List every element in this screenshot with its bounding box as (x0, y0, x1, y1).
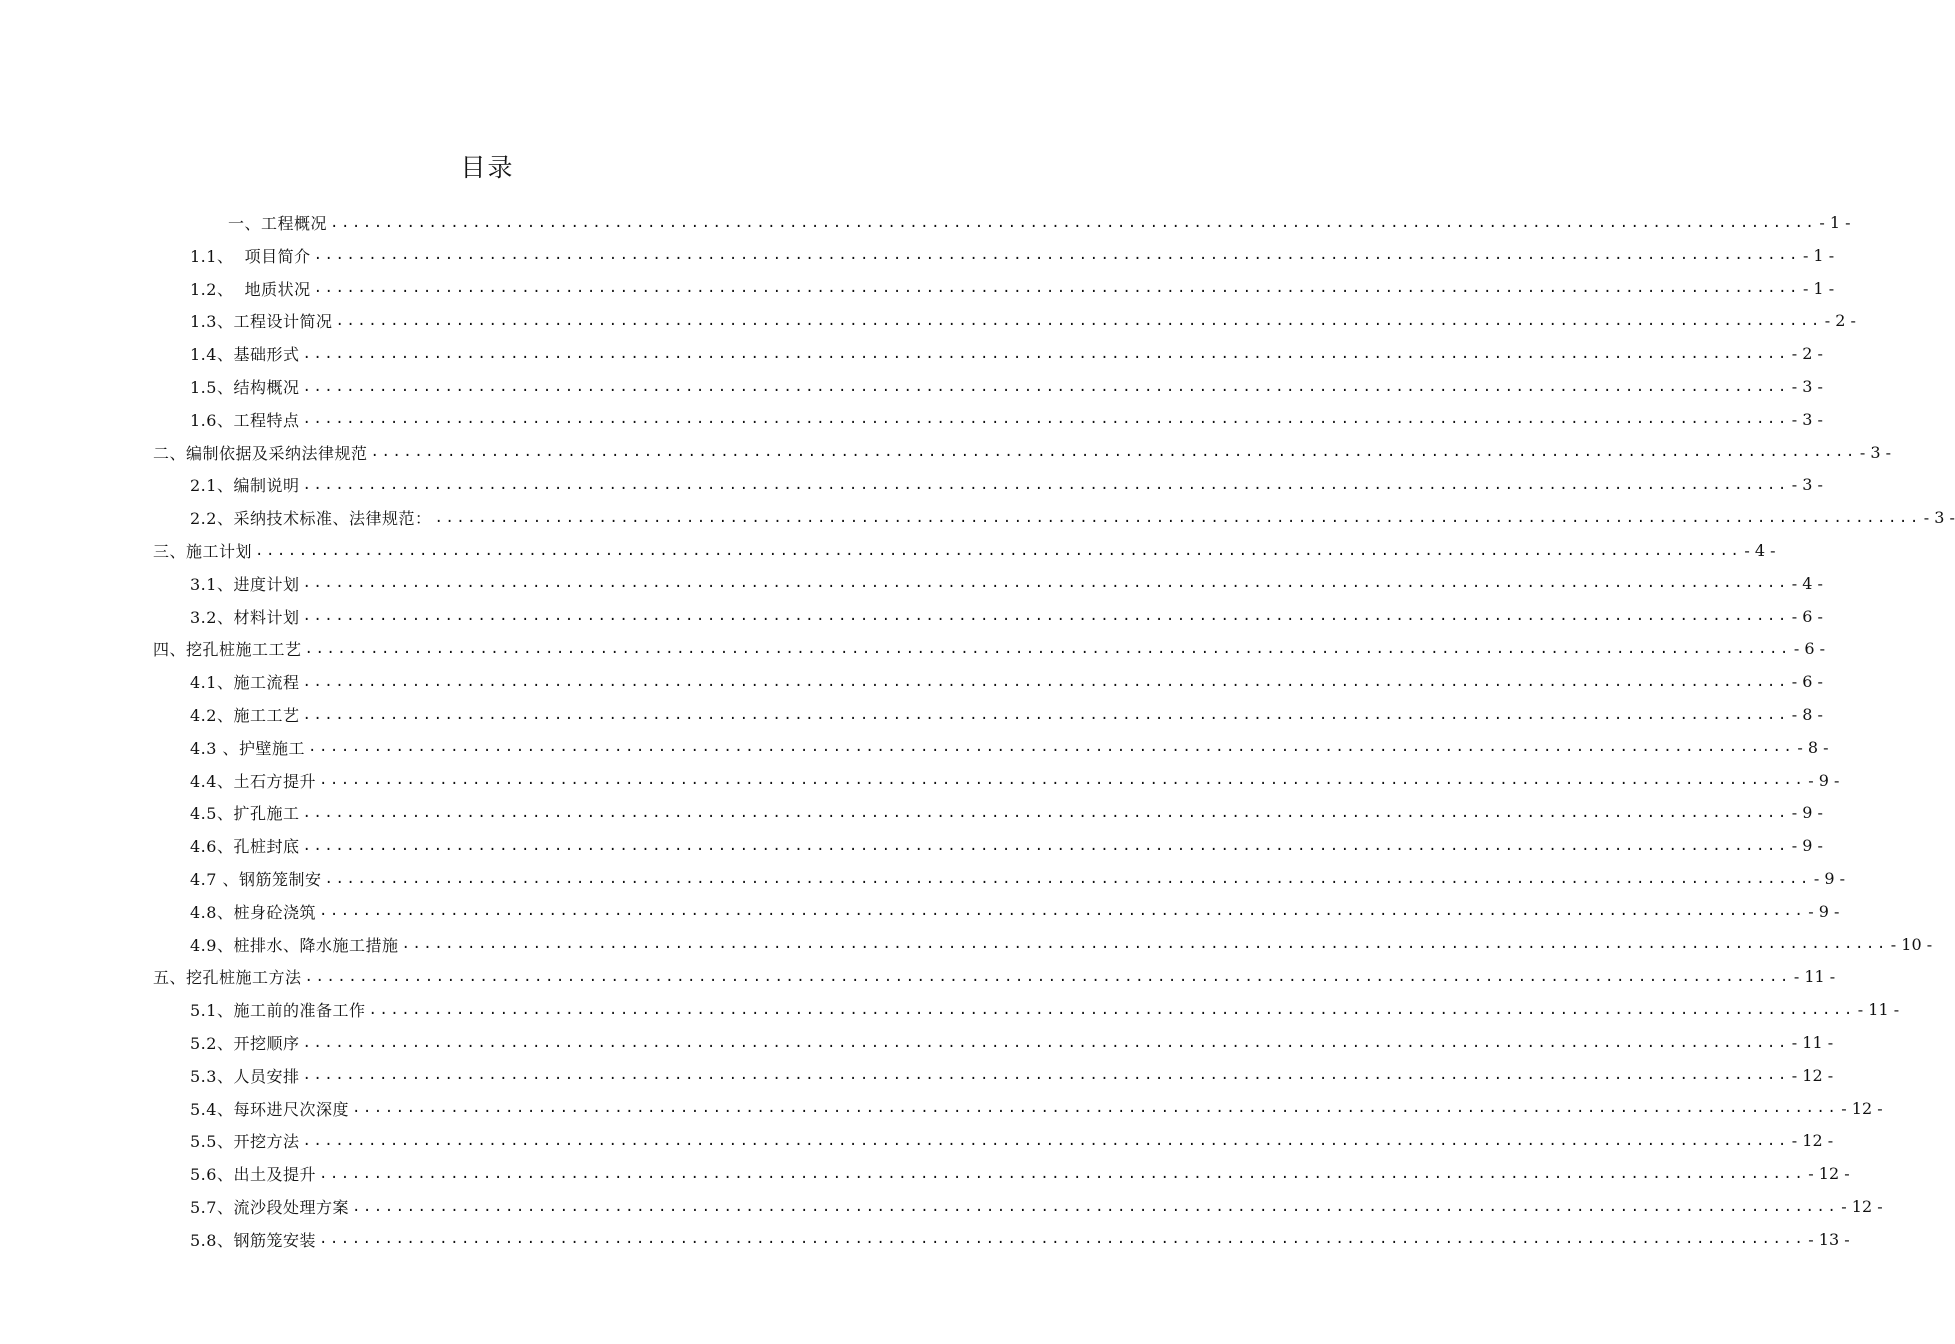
toc-dot-leader: ........................................................................................................................................ (318, 1231, 1806, 1248)
toc-dot-leader: ........................................................................................................................................ (302, 608, 1789, 625)
toc-entry-label: 4.8、桩身砼浇筑 (190, 902, 316, 922)
toc-entry[interactable] (190, 370, 1823, 403)
toc-entry-label: 五、挖孔桩施工方法 (153, 968, 302, 988)
toc-entry[interactable] (190, 862, 1846, 895)
toc-entry-label: 5.4、每环进尺次深度 (190, 1099, 349, 1119)
toc-dot-leader: ........................................................................................................................................ (302, 575, 1789, 592)
toc-entry-page-number: - 2 - (1824, 311, 1856, 331)
toc-entry-page-number: - 6 - (1791, 672, 1823, 692)
toc-entry-page-number: - 12 - (1791, 1131, 1834, 1151)
toc-dot-leader: ........................................................................................................................................ (313, 247, 1800, 264)
toc-entry[interactable] (190, 1190, 1883, 1223)
toc-entry-page-number: - 1 - (1802, 278, 1835, 298)
toc-entry[interactable] (190, 304, 1856, 337)
toc-dot-leader: ........................................................................................................................................ (302, 411, 1789, 428)
toc-dot-leader: ........................................................................................................................................ (302, 1034, 1789, 1051)
toc-entry-page-number: - 12 - (1841, 1197, 1883, 1216)
toc-dot-leader: ........................................................................................................................................ (302, 1132, 1789, 1149)
toc-dot-leader: ........................................................................................................................................ (324, 870, 1811, 887)
toc-entry[interactable] (190, 796, 1823, 829)
toc-dot-leader: ........................................................................................................................................ (330, 214, 1817, 231)
toc-dot-leader: ........................................................................................................................................ (313, 280, 1800, 297)
toc-entry-page-number: - 8 - (1797, 737, 1829, 757)
toc-entry-page-number: - 9 - (1813, 869, 1846, 888)
toc-entry-label: 1.1、 项目简介 (190, 246, 311, 266)
toc-entry-page-number: - 3 - (1791, 409, 1823, 429)
toc-entry[interactable] (228, 206, 1851, 239)
toc-dot-leader: ........................................................................................................................................ (308, 739, 1795, 756)
toc-dot-leader: ........................................................................................................................................ (351, 1198, 1839, 1215)
toc-dot-leader: ........................................................................................................................................ (255, 542, 1742, 559)
toc-dot-leader: ........................................................................................................................................ (335, 312, 1822, 329)
toc-entry-label: 4.5、扩孔施工 (190, 804, 300, 824)
toc-dot-leader: ........................................................................................................................................ (370, 444, 1857, 461)
toc-entry[interactable] (153, 534, 1776, 567)
toc-entry-page-number: - 3 - (1791, 475, 1823, 495)
toc-dot-leader: ........................................................................................................................................ (302, 673, 1789, 690)
toc-dot-leader: ........................................................................................................................................ (318, 772, 1806, 789)
toc-entry[interactable] (153, 436, 1891, 469)
toc-entry-label: 1.3、工程设计简况 (190, 312, 333, 332)
toc-entry-label: 5.5、开挖方法 (190, 1132, 300, 1152)
toc-entry-page-number: - 12 - (1791, 1065, 1834, 1085)
toc-entry-label: 2.1、编制说明 (190, 476, 300, 496)
toc-entry[interactable] (190, 895, 1840, 928)
toc-entry-page-number: - 13 - (1808, 1229, 1850, 1249)
toc-entry[interactable] (153, 632, 1825, 665)
toc-entry[interactable] (190, 829, 1823, 862)
toc-entry-page-number: - 2 - (1791, 344, 1823, 364)
toc-dot-leader: ........................................................................................................................................ (304, 640, 1791, 657)
toc-entry[interactable] (190, 1026, 1834, 1059)
toc-entry-label: 4.3 、护壁施工 (190, 738, 306, 758)
toc-entry-page-number: - 6 - (1793, 639, 1825, 659)
toc-entry-label: 5.3、人员安排 (190, 1066, 300, 1086)
toc-entry[interactable] (190, 1223, 1850, 1256)
toc-entry-label: 4.2、施工工艺 (190, 706, 300, 725)
toc-dot-leader: ........................................................................................................................................ (318, 1165, 1806, 1182)
toc-entry-label: 4.6、孔桩封底 (190, 837, 300, 857)
toc-dot-leader: ........................................................................................................................................ (304, 968, 1791, 985)
toc-entry-label: 4.9、桩排水、降水施工措施 (190, 935, 399, 955)
toc-entry-page-number: - 11 - (1791, 1033, 1834, 1052)
toc-entry-page-number: - 9 - (1791, 803, 1823, 823)
toc-entry[interactable] (190, 403, 1823, 436)
toc-entry-page-number: - 10 - (1890, 934, 1933, 954)
toc-entry[interactable] (190, 993, 1900, 1026)
toc-entry-label: 四、挖孔桩施工工艺 (153, 640, 302, 660)
toc-entry[interactable] (190, 239, 1835, 272)
toc-entry[interactable] (190, 731, 1829, 764)
toc-entry-label: 1.2、 地质状况 (190, 279, 311, 299)
toc-dot-leader: ........................................................................................................................................ (302, 837, 1789, 854)
toc-entry-label: 二、编制依据及采纳法律规范 (153, 443, 368, 463)
toc-entry[interactable] (153, 960, 1836, 993)
page-title: 目录 (460, 153, 515, 182)
toc-entry-page-number: - 11 - (1793, 967, 1836, 987)
toc-entry[interactable] (190, 764, 1840, 797)
toc-entry[interactable] (190, 468, 1823, 501)
toc-entry-page-number: - 4 - (1744, 541, 1776, 560)
toc-entry-page-number: - 6 - (1791, 606, 1823, 626)
toc-entry[interactable] (190, 567, 1823, 600)
toc-entry[interactable] (190, 1092, 1883, 1125)
toc-entry-page-number: - 8 - (1791, 705, 1823, 724)
toc-entry[interactable] (190, 665, 1823, 698)
toc-entry-page-number: - 9 - (1791, 836, 1823, 856)
toc-entry-page-number: - 3 - (1791, 377, 1823, 396)
toc-entry-page-number: - 3 - (1923, 508, 1955, 528)
toc-entry-page-number: - 9 - (1808, 770, 1840, 790)
toc-entry[interactable] (190, 928, 1933, 961)
toc-entry-page-number: - 1 - (1819, 213, 1851, 232)
toc-entry-page-number: - 12 - (1808, 1164, 1850, 1184)
toc-entry-label: 3.1、进度计划 (190, 574, 300, 594)
toc-entry[interactable] (190, 1157, 1850, 1190)
toc-entry-label: 4.4、土石方提升 (190, 771, 316, 791)
toc-entry-page-number: - 11 - (1857, 1000, 1900, 1020)
toc-dot-leader: ........................................................................................................................................ (302, 345, 1789, 362)
toc-entry-page-number: - 4 - (1791, 573, 1823, 593)
toc-entry-label: 4.7 、钢筋笼制安 (190, 870, 322, 889)
toc-entry[interactable] (190, 501, 1955, 534)
toc-dot-leader: ........................................................................................................................................ (434, 509, 1921, 526)
toc-dot-leader: ........................................................................................................................................ (351, 1100, 1839, 1117)
toc-entry-label: 1.4、基础形式 (190, 345, 300, 365)
toc-entry-page-number: - 12 - (1841, 1098, 1883, 1118)
toc-dot-leader: ........................................................................................................................................ (302, 1067, 1789, 1084)
toc-entry-label: 2.2、采纳技术标准、法律规范： (190, 509, 432, 529)
toc-entry[interactable] (190, 698, 1823, 731)
toc-dot-leader: ........................................................................................................................................ (368, 1001, 1855, 1018)
toc-dot-leader: ........................................................................................................................................ (401, 936, 1888, 953)
toc-entry-label: 三、施工计划 (153, 542, 253, 561)
toc-entry-label: 5.8、钢筋笼安装 (190, 1230, 316, 1250)
toc-dot-leader: ........................................................................................................................................ (302, 476, 1789, 493)
toc-entry-page-number: - 9 - (1808, 901, 1840, 921)
toc-entry-label: 1.5、结构概况 (190, 378, 300, 397)
toc-entry-page-number: - 1 - (1802, 245, 1835, 265)
toc-entry[interactable] (190, 337, 1823, 370)
toc-entry-page-number: - 3 - (1859, 442, 1891, 462)
toc-entry-label: 5.1、施工前的准备工作 (190, 1001, 366, 1021)
toc-entry[interactable] (190, 600, 1823, 633)
toc-entry-label: 5.7、流沙段处理方案 (190, 1198, 349, 1217)
toc-dot-leader: ........................................................................................................................................ (318, 903, 1806, 920)
toc-entry-label: 5.6、出土及提升 (190, 1165, 316, 1185)
toc-entry-label: 3.2、材料计划 (190, 607, 300, 627)
toc-entry-label: 一、工程概况 (228, 214, 328, 233)
toc-entry-label: 5.2、开挖顺序 (190, 1034, 300, 1053)
toc-dot-leader: ........................................................................................................................................ (302, 706, 1789, 723)
toc-entry[interactable] (190, 272, 1835, 305)
toc-dot-leader: ........................................................................................................................................ (302, 378, 1789, 395)
toc-entry-label: 1.6、工程特点 (190, 410, 300, 430)
toc-entry-label: 4.1、施工流程 (190, 673, 300, 693)
toc-entry[interactable] (190, 1059, 1834, 1092)
toc-entry[interactable] (190, 1124, 1834, 1157)
toc-dot-leader: ........................................................................................................................................ (302, 804, 1789, 821)
